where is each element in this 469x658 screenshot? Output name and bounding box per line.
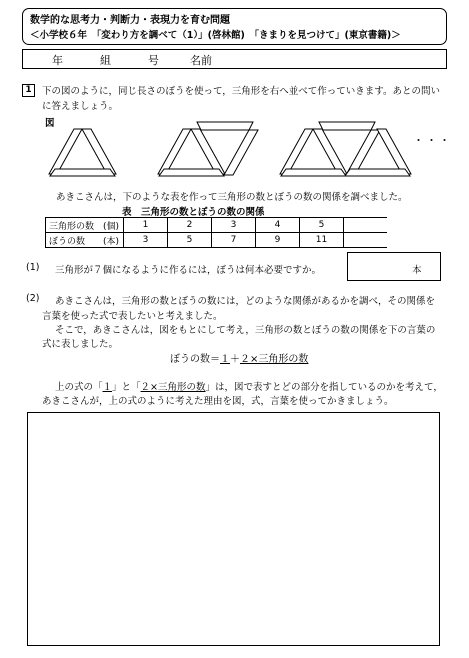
table-cell: [344, 218, 388, 233]
stick: [313, 129, 347, 174]
table-cell: 7: [212, 233, 256, 248]
row-header: ぼうの数 (本): [46, 233, 124, 248]
table-intro: あきこさんは，下のような表を作って三角形の数とぼうの数の関係を調べました。: [56, 192, 408, 203]
q2-number: (2): [26, 293, 40, 304]
stick: [197, 122, 253, 130]
stick: [280, 129, 313, 174]
year-label: 年: [52, 54, 63, 67]
formula: [170, 350, 308, 365]
table-row: [46, 218, 388, 233]
q2-line4: 式に表しました。: [42, 339, 119, 350]
table-cell: 5: [168, 233, 212, 248]
table-cell: [344, 233, 388, 248]
stick: [49, 129, 82, 174]
table-cell: 11: [300, 233, 344, 248]
table-cell: 4: [256, 218, 300, 233]
stick: [345, 169, 410, 176]
table-row: [46, 233, 388, 248]
q1-number: (1): [26, 262, 40, 273]
stick: [224, 130, 258, 175]
q2-follow-line1: [55, 379, 443, 393]
q2-line2: 言葉を使った式で表したいと考えました。: [42, 311, 223, 322]
formula-one: １: [220, 354, 230, 365]
table-cell: 3: [124, 233, 168, 248]
stick: [50, 169, 115, 176]
q2-line1: あきこさんは，三角形の数とぼうの数には，どのような関係があるかを調べ，その関係を: [55, 296, 436, 307]
table-cell: 3: [212, 218, 256, 233]
follow-one: １: [102, 382, 113, 393]
q2-answer-area[interactable]: [27, 412, 440, 646]
data-table: [45, 217, 387, 248]
row-header: 三角形の数 (個): [46, 218, 124, 233]
stick: [377, 129, 411, 174]
formula-rest: ２×三角形の数: [240, 354, 309, 365]
table-cell: 5: [300, 218, 344, 233]
number-label: 号: [148, 54, 159, 67]
question-intro: 下の図のように，同じ長さのぼうを使って，三角形を右へ並べて作っていきます。あとの問いに答えましょう。: [42, 86, 441, 112]
continuation-dots: ・・・: [413, 134, 452, 147]
group-label: 組: [100, 54, 111, 67]
page-subtitle: ＜小学校６年 「変わり方を調べて（1）」(啓林館) 「きまりを見つけて」(東京書籍)＞: [30, 30, 401, 41]
follow-text-1: 上の式の「: [55, 382, 103, 393]
table-cell: 1: [124, 218, 168, 233]
follow-text-3: 」は，図で表すとどの部分を指しているのかを考えて，: [205, 382, 443, 393]
question-number: 1: [22, 84, 35, 97]
formula-lhs: ぼうの数＝: [170, 354, 220, 365]
stick: [319, 122, 375, 130]
follow-rest: ２×三角形の数: [140, 382, 206, 393]
page-title: 数学的な思考力・判断力・表現力を育む問題: [30, 15, 230, 26]
table-title: 表 三角形の数とぼうの数の関係: [122, 207, 265, 218]
stick: [281, 169, 346, 176]
q2-line3: そこで，あきこさんは，図をもとにして考え，三角形の数とぼうの数の関係を下の言葉の: [55, 325, 436, 336]
table-cell: 2: [168, 218, 212, 233]
formula-plus: ＋: [230, 354, 240, 365]
stick: [158, 129, 191, 174]
follow-text-2: 」と「: [112, 382, 141, 393]
stick: [346, 130, 380, 175]
triangle-figure: [40, 112, 430, 182]
q1-text: 三角形が７個になるように作るには，ぼうは何本必要ですか。: [55, 265, 322, 276]
name-row-box: [22, 49, 447, 69]
q2-follow-line2: あきこさんが，上の式のように考えた理由を図，式，言葉を使ってかきましょう。: [42, 396, 394, 407]
q1-answer-unit: 本: [412, 265, 422, 276]
stick: [159, 169, 224, 176]
table-cell: 9: [256, 233, 300, 248]
stick: [82, 129, 116, 174]
stick: [191, 129, 225, 174]
figure-label: 図: [45, 118, 55, 129]
name-label: 名前: [190, 54, 212, 67]
q1-answer-box[interactable]: [347, 252, 441, 281]
